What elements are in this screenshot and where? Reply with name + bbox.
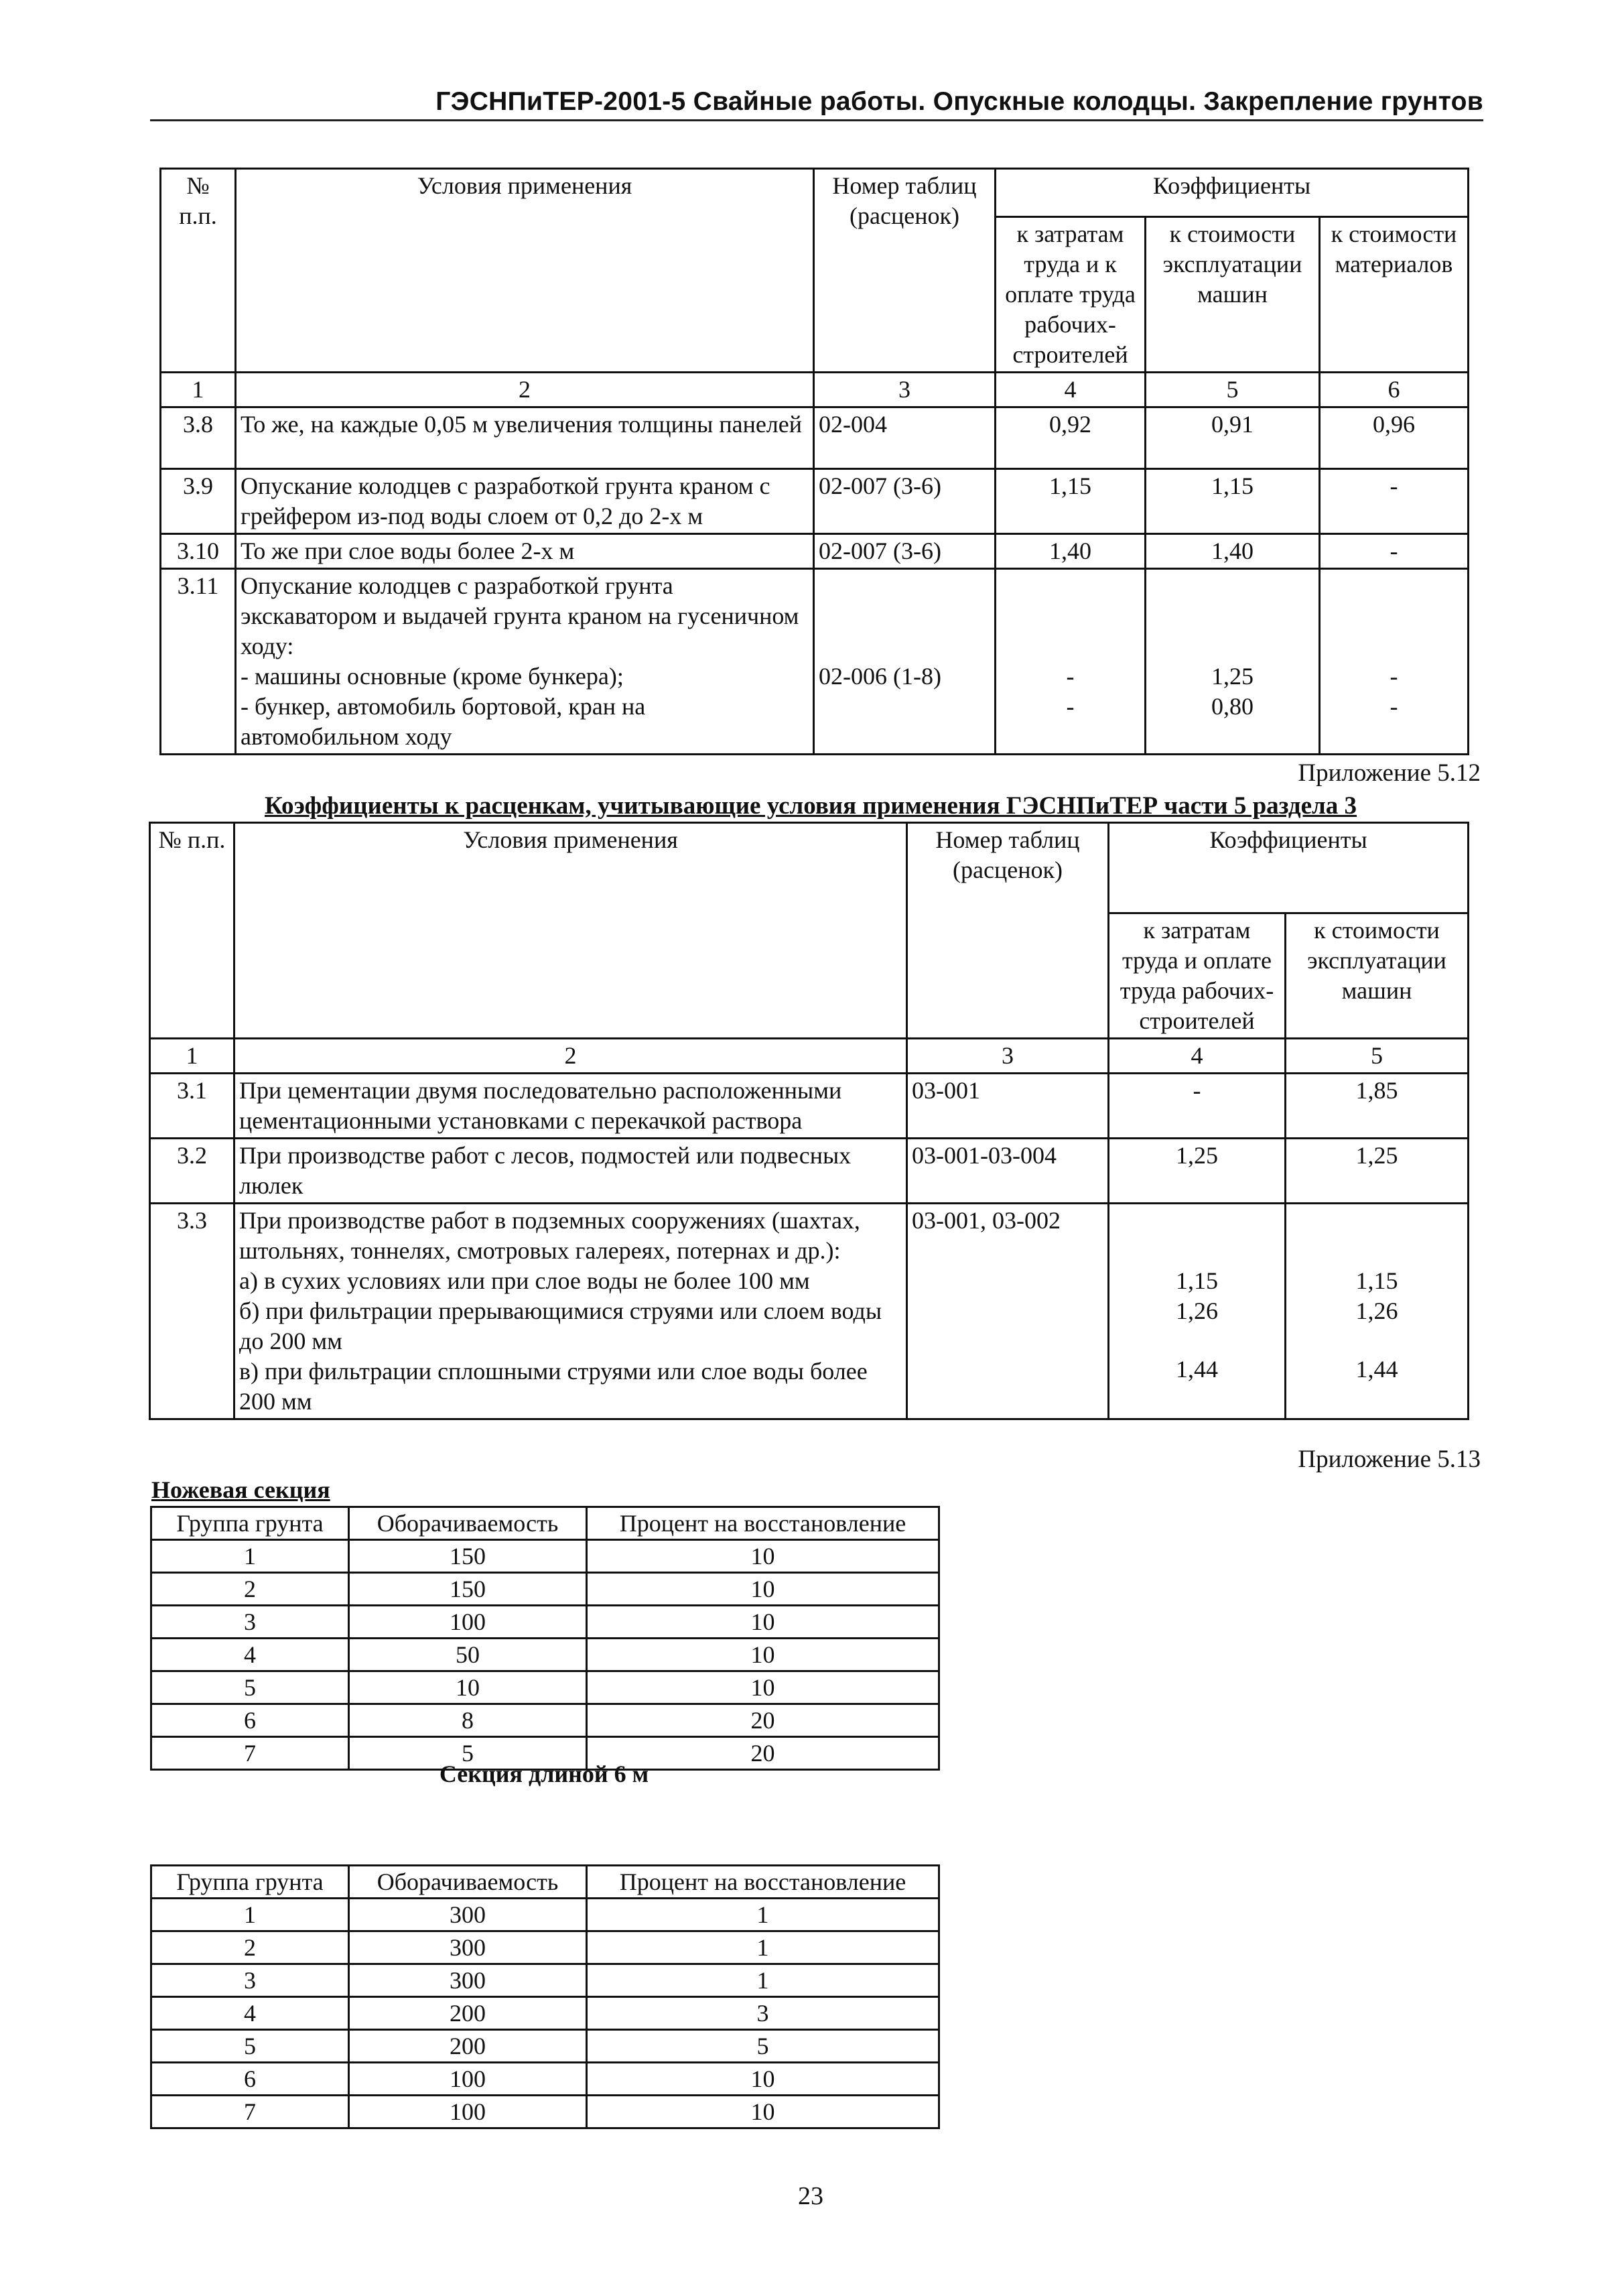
value: - [1066,663,1075,690]
value: 1,44 [1355,1356,1398,1383]
value: - [1390,663,1398,690]
cell: 5 [349,1737,587,1770]
row-condition [236,569,814,755]
table-row [161,469,1469,534]
table-num-text: 02-006 (1-8) [819,663,941,690]
coefficients-table-512 [149,822,1469,1420]
appendix-label: Приложение 5.12 [1298,759,1481,787]
condition-sub-item: - машины основные (кроме бункера); [241,663,624,690]
row-machines: 1,15 [1146,469,1320,534]
cell: 7 [151,1737,349,1770]
cell: 10 [587,2096,939,2128]
row-table-num [814,569,996,755]
appendix-title: Коэффициенты к расценкам, учитывающие условия применения ГЭСНПиТЕР части 5 раздела 3 [264,792,1357,820]
cell: 10 [587,1540,939,1573]
row-materials [1320,569,1469,755]
table-row [151,1931,939,1964]
header-coefficients: Коэффициенты [1109,823,1469,913]
header-table-num: Номер таблиц (расценок) [814,169,996,373]
condition-text: Опускание колодцев с разработкой грунта экскаватором и выдачей грунта краном на гусеничном ходу: [241,572,799,659]
header-restoration: Процент на восстановление [587,1866,939,1899]
row-table-num: 02-004 [814,407,996,469]
row-condition: То же при слое воды более 2-х м [236,534,814,569]
cell: 4 [151,1639,349,1671]
row-labor: 1,15 [996,469,1146,534]
row-num: 3.11 [161,569,236,755]
table-row [151,1997,939,2030]
row-table-num: 03-001, 03-002 [907,1204,1109,1419]
header-conditions: Условия применения [236,169,814,373]
row-num: 3.10 [161,534,236,569]
row-condition: При цементации двумя последовательно расположенными цементационными установками с перекачкой раствора [234,1074,907,1139]
row-num: 3.9 [161,469,236,534]
value: 1,25 [1211,663,1254,690]
table-row [151,1639,939,1671]
table-row [150,1074,1469,1139]
row-machines: 0,91 [1146,407,1320,469]
header-machines: к стоимости эксплуатации машин [1286,913,1469,1039]
row-machines [1146,569,1320,755]
cell: 2 [151,1573,349,1606]
cell: 1 [151,1540,349,1573]
cell: 300 [349,1964,587,1997]
table-row [161,534,1469,569]
section-title-knife: Ножевая секция [151,1476,330,1503]
cell: 100 [349,2096,587,2128]
table-row [151,1671,939,1704]
colnum: 2 [234,1039,907,1074]
row-labor: 0,92 [996,407,1146,469]
cell: 10 [587,1671,939,1704]
cell: 20 [587,1704,939,1737]
colnum: 4 [996,373,1146,407]
row-machines [1286,1204,1469,1419]
header-machines: к стоимости эксплуатации машин [1146,217,1320,373]
colnum: 4 [1109,1039,1286,1074]
cell: 10 [587,1606,939,1639]
table-row [151,1704,939,1737]
row-table-num: 03-001-03-004 [907,1139,1109,1204]
row-condition: При производстве работ с лесов, подмостей или подвесных люлек [234,1139,907,1204]
header-turnover: Оборачиваемость [349,1866,587,1899]
cell: 1 [587,1931,939,1964]
row-num: 3.3 [150,1204,234,1419]
header-soil-group: Группа грунта [151,1866,349,1899]
row-machines: 1,25 [1286,1139,1469,1204]
row-table-num: 02-007 (3-6) [814,469,996,534]
header-restoration: Процент на восстановление [587,1507,939,1540]
section-title-6m: Секция длиной 6 м [439,1761,649,1787]
table-row [151,2063,939,2096]
table-row [161,569,1469,755]
row-num: 3.8 [161,407,236,469]
cell: 300 [349,1899,587,1931]
cell: 5 [151,1671,349,1704]
row-labor: - [1109,1074,1286,1139]
value: - [1390,693,1398,720]
table-row [150,1139,1469,1204]
row-condition: Опускание колодцев с разработкой грунта краном с грейфером из-под воды слоем от 0,2 до 2-х м [236,469,814,534]
coefficients-table-part2 [159,168,1469,755]
header-labor: к затратам труда и оплате труда рабочих-строителей [1109,913,1286,1039]
cell: 10 [587,1573,939,1606]
cell: 7 [151,2096,349,2128]
cell: 150 [349,1573,587,1606]
table-row [151,2096,939,2128]
cell: 3 [151,1964,349,1997]
row-labor [996,569,1146,755]
table-row [161,407,1469,469]
row-machines: 1,85 [1286,1074,1469,1139]
cell: 10 [587,1639,939,1671]
value: 1,44 [1176,1356,1218,1383]
header-materials: к стоимости материалов [1320,217,1469,373]
condition-sub-item: б) при фильтрации прерывающимися струями или слоем воды до 200 мм [239,1297,882,1354]
condition-text: При производстве работ в подземных сооружениях (шахтах, штольнях, тоннелях, смотровых галереях, потернах и др.): [239,1207,860,1264]
header-turnover: Оборачиваемость [349,1507,587,1540]
row-materials: 0,96 [1320,407,1469,469]
row-materials: - [1320,469,1469,534]
colnum: 6 [1320,373,1469,407]
value: - [1066,693,1075,720]
value: 1,26 [1176,1297,1218,1324]
header-labor: к затратам труда и к оплате труда рабочих-строителей [996,217,1146,373]
table-row [151,1606,939,1639]
row-materials: - [1320,534,1469,569]
header-conditions: Условия применения [234,823,907,1039]
cell: 4 [151,1997,349,2030]
header-soil-group: Группа грунта [151,1507,349,1540]
table-row [151,2030,939,2063]
colnum: 3 [814,373,996,407]
colnum: 3 [907,1039,1109,1074]
condition-sub-item: в) при фильтрации сплошными струями или слое воды более 200 мм [239,1358,868,1415]
header-num: № п.п. [161,169,236,373]
appendix-label: Приложение 5.13 [1298,1446,1481,1473]
colnum: 5 [1146,373,1320,407]
header-coefficients: Коэффициенты [996,169,1469,217]
colnum: 1 [161,373,236,407]
cell: 8 [349,1704,587,1737]
row-labor [1109,1204,1286,1419]
cell: 3 [151,1606,349,1639]
cell: 6 [151,2063,349,2096]
value: 1,15 [1176,1267,1218,1294]
condition-sub-item: а) в сухих условиях или при слое воды не более 100 мм [239,1267,810,1294]
cell: 150 [349,1540,587,1573]
value: 1,15 [1355,1267,1398,1294]
cell: 50 [349,1639,587,1671]
knife-section-table [150,1506,940,1771]
header-table-num: Номер таблиц (расценок) [907,823,1109,1039]
cell: 1 [151,1899,349,1931]
colnum: 1 [150,1039,234,1074]
row-table-num: 03-001 [907,1074,1109,1139]
row-condition: То же, на каждые 0,05 м увеличения толщины панелей [236,407,814,469]
cell: 6 [151,1704,349,1737]
page-header: ГЭСНПиТЕР-2001-5 Свайные работы. Опускные колодцы. Закрепление грунтов [150,87,1483,121]
table-row [151,1540,939,1573]
cell: 200 [349,2030,587,2063]
row-machines: 1,40 [1146,534,1320,569]
cell: 10 [349,1671,587,1704]
cell: 1 [587,1899,939,1931]
cell: 200 [349,1997,587,2030]
table-row [151,1964,939,1997]
row-table-num: 02-007 (3-6) [814,534,996,569]
row-num: 3.2 [150,1139,234,1204]
cell: 3 [587,1997,939,2030]
row-num: 3.1 [150,1074,234,1139]
six-meter-section-table [150,1864,940,2129]
cell: 2 [151,1931,349,1964]
cell: 1 [587,1964,939,1997]
value: 1,26 [1355,1297,1398,1324]
row-labor: 1,40 [996,534,1146,569]
header-num: № п.п. [150,823,234,1039]
cell: 300 [349,1931,587,1964]
table-row [151,1573,939,1606]
cell: 5 [151,2030,349,2063]
row-labor: 1,25 [1109,1139,1286,1204]
page-number: 23 [798,2182,823,2210]
cell: 100 [349,1606,587,1639]
value: 0,80 [1211,693,1254,720]
cell: 100 [349,2063,587,2096]
table-row [150,1204,1469,1419]
row-condition [234,1204,907,1419]
condition-sub-item: - бункер, автомобиль бортовой, кран на автомобильном ходу [241,693,646,750]
cell: 5 [587,2030,939,2063]
colnum: 2 [236,373,814,407]
cell: 20 [587,1737,939,1770]
colnum: 5 [1286,1039,1469,1074]
table-row [151,1899,939,1931]
cell: 10 [587,2063,939,2096]
